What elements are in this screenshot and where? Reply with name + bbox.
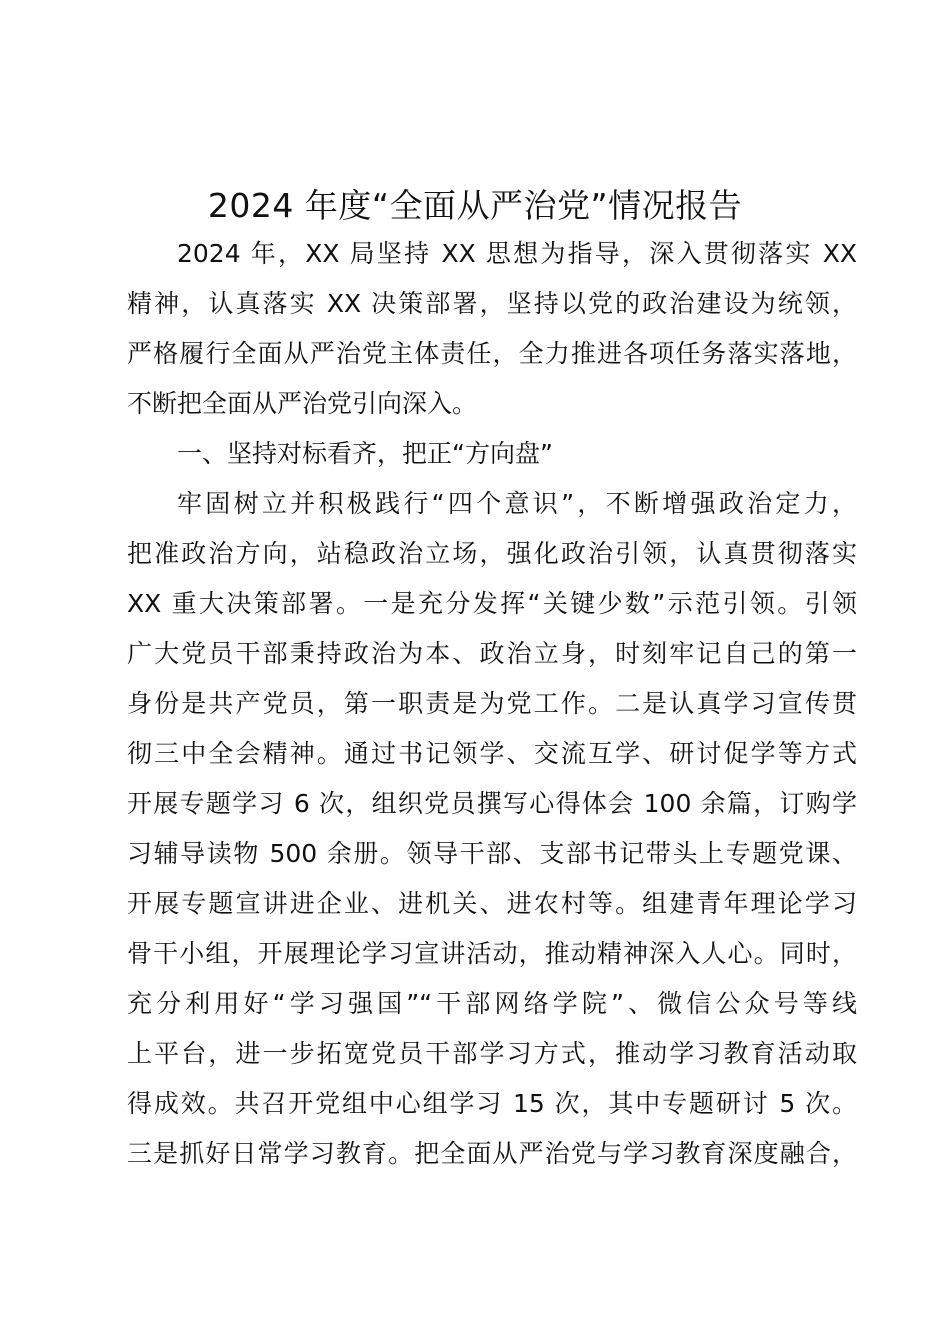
paragraph-line: XX 重大决策部署。一是充分发挥“关键少数”示范引领。引领 (127, 589, 857, 618)
paragraph-line: 彻三中全会精神。通过书记领学、交流互学、研讨促学等方式 (127, 739, 857, 768)
paragraph-line: 上平台，进一步拓宽党员干部学习方式，推动学习教育活动取 (127, 1039, 857, 1068)
paragraph-line: 开展专题学习 6 次，组织党员撰写心得体会 100 余篇，订购学 (127, 789, 857, 818)
paragraph-line: 习辅导读物 500 余册。领导干部、支部书记带头上专题党课、 (127, 839, 857, 868)
paragraph-line: 不断把全面从严治党引向深入。 (127, 389, 478, 418)
paragraph-line: 充分利用好“学习强国”“干部网络学院”、微信公众号等线 (127, 989, 857, 1018)
paragraph-line: 2024 年，XX 局坚持 XX 思想为指导，深入贯彻落实 XX (177, 239, 857, 268)
paragraph-line: 得成效。共召开党组中心组学习 15 次，其中专题研讨 5 次。 (127, 1089, 857, 1118)
paragraph-line: 开展专题宣讲进企业、进机关、进农村等。组建青年理论学习 (127, 889, 857, 918)
paragraph-line: 把准政治方向，站稳政治立场，强化政治引领，认真贯彻落实 (127, 539, 857, 568)
paragraph-line: 广大党员干部秉持政治为本、政治立身，时刻牢记自己的第一 (127, 639, 857, 668)
paragraph-line: 严格履行全面从严治党主体责任，全力推进各项任务落实落地， (127, 339, 857, 368)
paragraph-line: 身份是共产党员，第一职责是为党工作。二是认真学习宣传贯 (127, 689, 857, 718)
paragraph-line: 精神，认真落实 XX 决策部署，坚持以党的政治建设为统领， (127, 289, 857, 318)
paragraph-line: 牢固树立并积极践行“四个意识”，不断增强政治定力， (177, 489, 857, 518)
document-title: 2024 年度“全面从严治党”情况报告 (207, 186, 743, 225)
section-heading: 一、坚持对标看齐，把正“方向盘” (177, 439, 553, 468)
paragraph-line: 骨干小组，开展理论学习宣讲活动，推动精神深入人心。同时， (127, 939, 857, 968)
paragraph-line: 三是抓好日常学习教育。把全面从严治党与学习教育深度融合， (127, 1139, 857, 1168)
